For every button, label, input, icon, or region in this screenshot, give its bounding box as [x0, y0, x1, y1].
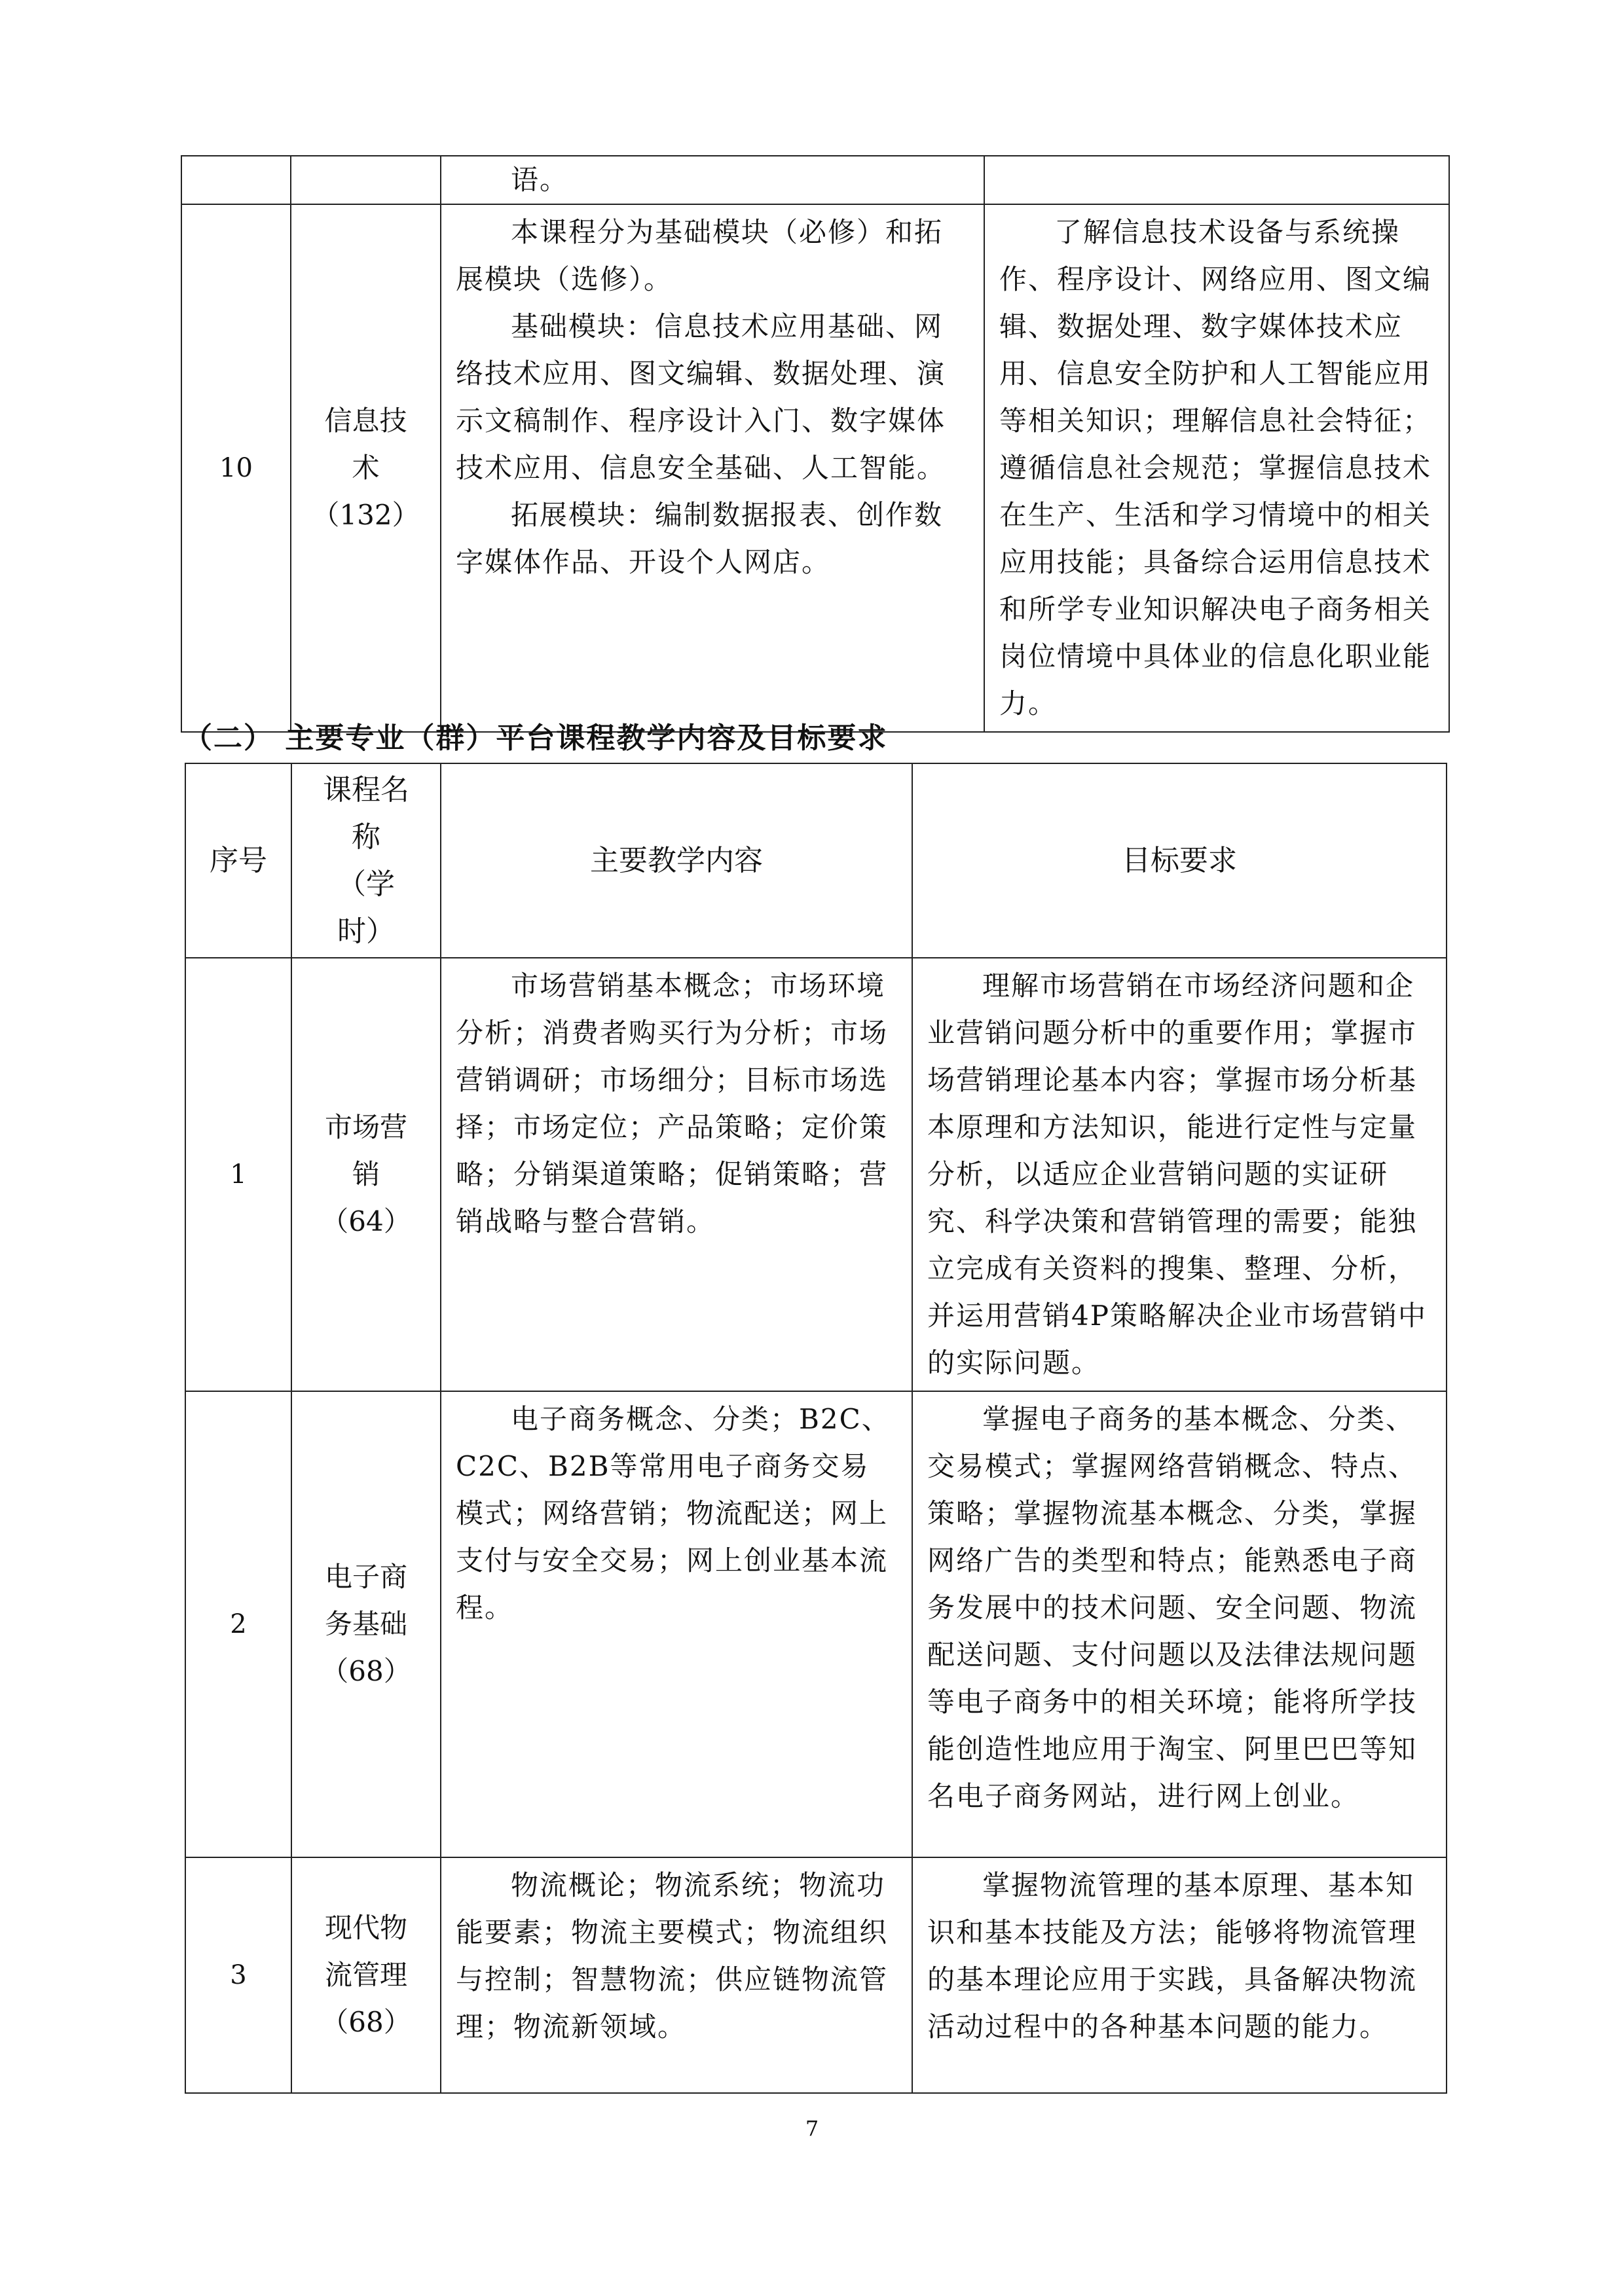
- course-name-line: 信息技: [324, 405, 407, 437]
- num-cell: [181, 156, 291, 204]
- goal-text: 理解市场营销在市场经济问题和企业营销问题分析中的重要作用；掌握市场营销理论基本内容；掌握市场分析基本原理和方法知识，能进行定性与定量分析，以适应企业营销问题的实证研究、科学决策和营销管理的需要；能独立完成有关资料的搜集、整理、分析，并运用营销4P策略解决企业市场营销中的实际问题。: [927, 970, 1427, 1379]
- goal-cell: [984, 156, 1449, 204]
- content-paragraph: 基础模块：信息技术应用基础、网络技术应用、图文编辑、数据处理、演示文稿制作、程序设计入门、数字媒体技术应用、信息安全基础、人工智能。: [456, 310, 946, 484]
- course-name-line: 电子商: [324, 1561, 407, 1593]
- goal-cell: [984, 204, 1449, 732]
- course-name-line: 术: [352, 452, 380, 484]
- content-cell: [441, 1391, 912, 1857]
- content-text: 物流概论；物流系统；物流功能要素；物流主要模式；物流组织与控制；智慧物流；供应链物流管理；物流新领域。: [456, 1869, 889, 2043]
- table-row: [185, 1857, 1447, 2093]
- goal-cell: [912, 1857, 1447, 2093]
- row-number: 3: [185, 1857, 291, 2093]
- content-cell: [441, 204, 984, 732]
- header-goal: 目标要求: [912, 763, 1447, 958]
- header-name-line: 课程名: [323, 773, 409, 807]
- table-row: [181, 204, 1449, 732]
- content-text: 语。: [511, 164, 569, 196]
- row-number: 10: [181, 204, 291, 732]
- table-header-row: [185, 763, 1447, 958]
- header-content: 主要教学内容: [441, 763, 912, 958]
- content-paragraph: 拓展模块：编制数据报表、创作数字媒体作品、开设个人网店。: [456, 499, 944, 578]
- goal-cell: [912, 958, 1447, 1391]
- course-name-line: 流管理: [324, 1959, 407, 1991]
- name-cell: [291, 156, 441, 204]
- course-hours: （68）: [321, 2006, 411, 2038]
- content-text: 市场营销基本概念；市场环境分析；消费者购买行为分析；市场营销调研；市场细分；目标市场选择；市场定位；产品策略；定价策略；分销渠道策略；促销策略；营销战略与整合营销。: [456, 970, 889, 1237]
- header-name-line: 时）: [337, 914, 395, 948]
- course-name: [291, 204, 441, 732]
- page-number: 7: [805, 2116, 819, 2141]
- course-name: [291, 958, 441, 1391]
- row-number: 1: [185, 958, 291, 1391]
- row-number: 2: [185, 1391, 291, 1857]
- goal-text: 掌握物流管理的基本原理、基本知识和基本技能及方法；能够将物流管理的基本理论应用于实践，具备解决物流活动过程中的各种基本问题的能力。: [927, 1869, 1418, 2043]
- goal-text: 了解信息技术设备与系统操作、程序设计、网络应用、图文编辑、数据处理、数字媒体技术应用、信息安全防护和人工智能应用等相关知识；理解信息社会特征；遵循信息社会规范；掌握信息技术在生产、生活和学习情境中的相关应用技能；具备综合运用信息技术和所学专业知识解决电子商务相关岗位情境中具体业的信息化职业能力。: [999, 216, 1432, 720]
- course-name: [291, 1857, 441, 2093]
- section-heading: （二） 主要专业（群）平台课程教学内容及目标要求: [183, 721, 888, 755]
- goal-text: 掌握电子商务的基本概念、分类、交易模式；掌握网络营销概念、特点、策略；掌握物流基本概念、分类，掌握网络广告的类型和特点；能熟悉电子商务发展中的技术问题、安全问题、物流配送问题、支付问题以及法律法规问题等电子商务中的相关环境；能将所学技能创造性地应用于淘宝、阿里巴巴等知名电子商务网站，进行网上创业。: [927, 1403, 1418, 1812]
- prev-course-table: [181, 155, 1450, 733]
- course-hours: （68）: [321, 1655, 411, 1687]
- content-paragraph: 本课程分为基础模块（必修）和拓展模块（选修）。: [456, 216, 944, 295]
- course-name-line: 市场营: [324, 1111, 407, 1143]
- header-name-line: 称: [352, 820, 380, 854]
- course-name: [291, 1391, 441, 1857]
- platform-course-table: [185, 763, 1447, 2094]
- content-cell: [441, 1857, 912, 2093]
- goal-cell: [912, 1391, 1447, 1857]
- content-text: 电子商务概念、分类；B2C、C2C、B2B等常用电子商务交易模式；网络营销；物流配送；网上支付与安全交易；网上创业基本流程。: [456, 1403, 891, 1624]
- course-hours: （64）: [321, 1205, 411, 1237]
- course-name-line: 销: [352, 1158, 380, 1190]
- course-hours: （132）: [312, 499, 420, 531]
- content-cell: [441, 958, 912, 1391]
- table-row: [185, 958, 1447, 1391]
- course-name-line: 务基础: [324, 1608, 407, 1640]
- table-row: [185, 1391, 1447, 1857]
- header-num: 序号: [185, 763, 291, 958]
- table-row: [181, 156, 1449, 204]
- course-name-line: 现代物: [324, 1912, 407, 1944]
- header-name-line: （学: [337, 867, 395, 901]
- header-name: [291, 763, 441, 958]
- content-cell: [441, 156, 984, 204]
